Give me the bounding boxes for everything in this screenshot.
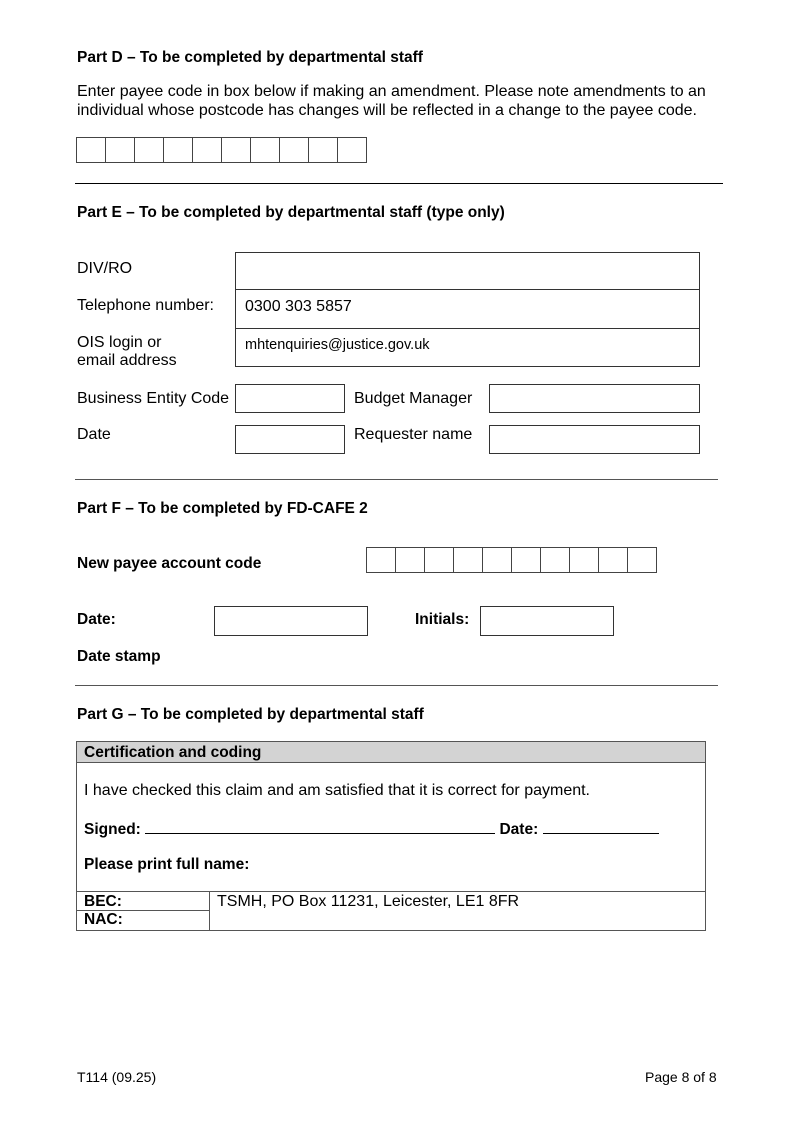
certification-table bbox=[76, 741, 706, 931]
part-d-heading: Part D – To be completed by departmental staff bbox=[77, 49, 423, 66]
divider-part-f bbox=[75, 685, 718, 686]
ois-field[interactable] bbox=[235, 328, 700, 367]
new-payee-code-cell[interactable] bbox=[540, 547, 570, 573]
date-stamp-label: Date stamp bbox=[77, 648, 161, 665]
nac-code-cell[interactable] bbox=[77, 911, 210, 930]
payee-code-cell[interactable] bbox=[163, 137, 193, 163]
ois-label-line1: OIS login or bbox=[77, 334, 162, 351]
payment-address: TSMH, PO Box 11231, Leicester, LE1 8FR bbox=[217, 893, 520, 910]
part-f-date-field[interactable] bbox=[214, 606, 368, 636]
new-payee-code-cell[interactable] bbox=[482, 547, 512, 573]
budget-manager-field[interactable] bbox=[489, 384, 700, 413]
payee-code-cell[interactable] bbox=[134, 137, 164, 163]
form-code: T114 (09.25) bbox=[77, 1069, 157, 1085]
part-f-date-label: Date: bbox=[77, 611, 116, 628]
bec-field[interactable] bbox=[235, 384, 345, 413]
initials-label: Initials: bbox=[415, 611, 470, 628]
telephone-field[interactable] bbox=[235, 289, 700, 329]
bec-label: Business Entity Code bbox=[77, 390, 230, 407]
div-ro-field[interactable] bbox=[235, 252, 700, 290]
divider-part-e bbox=[75, 479, 718, 480]
new-payee-code-cell[interactable] bbox=[598, 547, 628, 573]
certification-table-header: Certification and coding bbox=[77, 742, 705, 763]
part-d-instructions-line1: Enter payee code in box below if making an amendment. Please note amendments to an bbox=[77, 83, 706, 100]
new-payee-code-cell[interactable] bbox=[569, 547, 599, 573]
div-ro-label: DIV/RO bbox=[77, 260, 133, 277]
part-e-date-label: Date bbox=[77, 426, 111, 443]
new-payee-code-cell[interactable] bbox=[366, 547, 396, 573]
payee-code-cell[interactable] bbox=[76, 137, 106, 163]
payee-code-boxes[interactable] bbox=[76, 137, 367, 163]
initials-field[interactable] bbox=[480, 606, 614, 636]
part-f-heading: Part F – To be completed by FD-CAFE 2 bbox=[77, 500, 368, 517]
budget-manager-label: Budget Manager bbox=[354, 390, 473, 407]
requester-field[interactable] bbox=[489, 425, 700, 454]
new-payee-code-cell[interactable] bbox=[511, 547, 541, 573]
payee-code-cell[interactable] bbox=[279, 137, 309, 163]
bec-code-label: BEC: bbox=[84, 893, 122, 910]
ois-label-line2: email address bbox=[77, 352, 177, 369]
new-payee-label: New payee account code bbox=[77, 555, 262, 572]
new-payee-code-cell[interactable] bbox=[395, 547, 425, 573]
signature-line[interactable] bbox=[145, 819, 495, 834]
bec-code-cell[interactable] bbox=[77, 892, 210, 911]
certification-statement: I have checked this claim and am satisfied that it is correct for payment. bbox=[84, 782, 590, 799]
payee-code-cell[interactable] bbox=[337, 137, 367, 163]
payee-code-cell[interactable] bbox=[192, 137, 222, 163]
payee-code-cell[interactable] bbox=[308, 137, 338, 163]
telephone-label: Telephone number: bbox=[77, 297, 214, 314]
ois-value: mhtenquiries@justice.gov.uk bbox=[245, 337, 430, 353]
signed-label: Signed: bbox=[84, 821, 141, 838]
page-number: Page 8 of 8 bbox=[645, 1069, 717, 1085]
new-payee-code-cell[interactable] bbox=[627, 547, 657, 573]
new-payee-code-cell[interactable] bbox=[424, 547, 454, 573]
nac-code-label: NAC: bbox=[84, 911, 123, 928]
payee-code-cell[interactable] bbox=[250, 137, 280, 163]
payee-code-cell[interactable] bbox=[221, 137, 251, 163]
print-name-label: Please print full name: bbox=[84, 856, 250, 873]
part-e-date-field[interactable] bbox=[235, 425, 345, 454]
new-payee-code-boxes[interactable] bbox=[366, 547, 657, 573]
payee-code-cell[interactable] bbox=[105, 137, 135, 163]
part-e-heading: Part E – To be completed by departmental staff (type only) bbox=[77, 204, 505, 221]
new-payee-code-cell[interactable] bbox=[453, 547, 483, 573]
requester-label: Requester name bbox=[354, 426, 473, 443]
divider-part-d bbox=[75, 183, 723, 184]
telephone-value: 0300 303 5857 bbox=[245, 298, 352, 315]
part-g-date-line[interactable] bbox=[543, 819, 659, 834]
part-g-date-label: Date: bbox=[499, 821, 539, 838]
part-g-heading: Part G – To be completed by departmental staff bbox=[77, 706, 424, 723]
part-d-instructions-line2: individual whose postcode has changes will be reflected in a change to the payee code. bbox=[77, 102, 697, 119]
